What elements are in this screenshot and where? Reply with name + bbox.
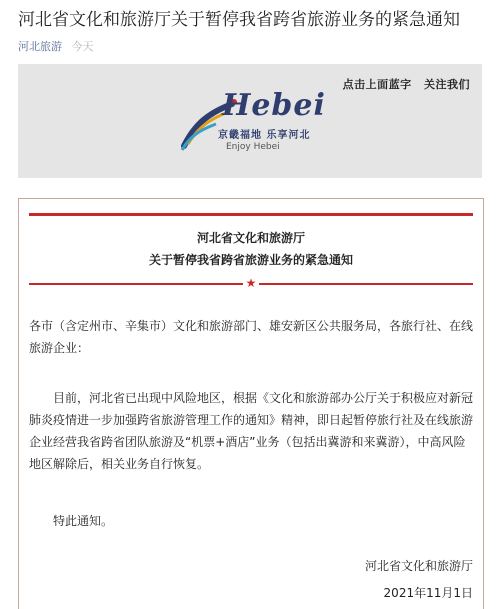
logo-wordmark: Hebei	[222, 88, 326, 123]
header-banner	[18, 64, 482, 178]
addressee-paragraph: 各市（含定州市、辛集市）文化和旅游部门、雄安新区公共服务局，各旅行社、在线旅游企业：	[29, 319, 474, 355]
follow-text-2: 关注我们	[424, 78, 470, 91]
hebei-logo	[178, 86, 348, 174]
signature: 河北省文化和旅游厅	[364, 559, 473, 573]
closing-paragraph: 特此通知。	[53, 514, 114, 528]
star-icon: ★	[243, 275, 259, 291]
red-rule-top	[29, 213, 473, 216]
body-paragraph: 目前，河北省已出现中风险地区，根据《文化和旅游部办公厅关于积极应对新冠肺炎疫情进一步加强跨省旅游管理工作的通知》精神，即日起暂停旅行社及在线旅游企业经营我省跨省团队旅游及“机票+酒店”业务（包括出冀游和来冀游），中高风险地区解除后，相关业务自行恢复。	[29, 391, 474, 471]
follow-text-1: 点击上面蓝字	[342, 78, 412, 91]
issuer-heading: 河北省文化和旅游厅	[196, 231, 305, 245]
logo-tagline-en: Enjoy Hebei	[226, 142, 280, 152]
subject-heading: 关于暂停我省跨省旅游业务的紧急通知	[148, 253, 353, 267]
follow-prompt	[343, 76, 470, 92]
article-meta	[18, 38, 94, 54]
account-name-link[interactable]: 河北旅游	[18, 40, 62, 53]
signature-date: 2021年11月1日	[383, 586, 473, 600]
article-title: 河北省文化和旅游厅关于暂停我省跨省旅游业务的紧急通知	[18, 10, 460, 30]
logo-tagline-cn: 京畿福地 乐享河北	[218, 130, 311, 141]
publish-date: 今天	[71, 40, 94, 53]
notice-document	[18, 198, 484, 609]
